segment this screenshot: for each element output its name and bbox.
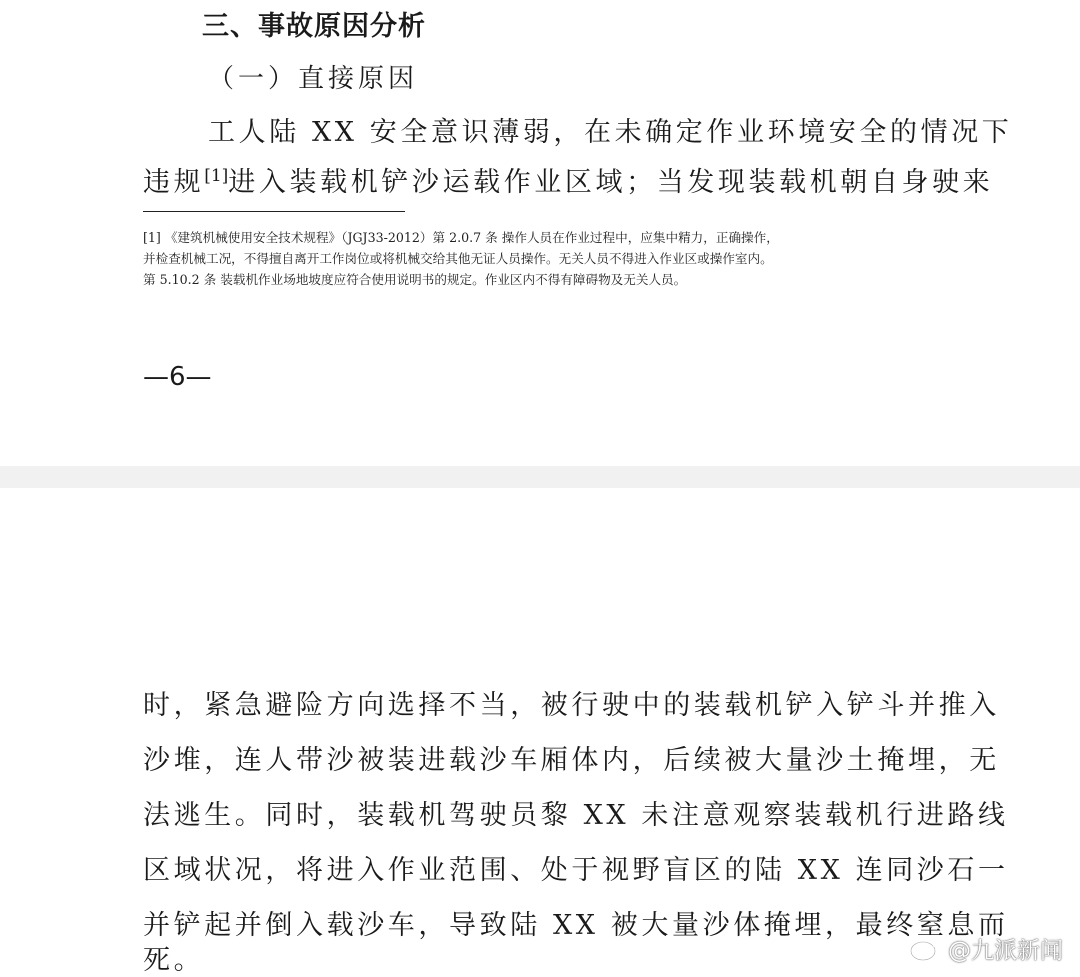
- subheading: （一）直接原因: [208, 64, 419, 94]
- body-line-4: 沙堆，连人带沙被装进载沙车厢体内，后续被大量沙土掩埋，无: [143, 745, 1000, 776]
- page-number: —6—: [143, 362, 212, 392]
- body-line-5: 法逃生。同时，装载机驾驶员黎 XX 未注意观察装载机行进路线: [143, 800, 1009, 831]
- body-line-6: 区域状况，将进入作业范围、处于视野盲区的陆 XX 连同沙石一: [143, 855, 1009, 886]
- document-page-upper: [0, 0, 1080, 466]
- body-line-8: 死。: [143, 945, 205, 976]
- footnote-line-2: 并检查机械工况，不得擅自离开工作岗位或将机械交给其他无证人员操作。无关人员不得进入作业区或操作室内。: [143, 251, 773, 266]
- footnote-reference[interactable]: [1]: [204, 166, 229, 186]
- body-line-3: 时，紧急避险方向选择不当，被行驶中的装载机铲入铲斗并推入: [143, 690, 1000, 721]
- footnote-line-1: [1] 《建筑机械使用安全技术规程》（JGJ33-2012）第 2.0.7 条 操作人员在作业过程中，应集中精力，正确操作，: [143, 230, 779, 245]
- page-separator: [0, 466, 1080, 488]
- document-page-lower: [0, 488, 1080, 975]
- footnote-divider: [143, 211, 405, 212]
- body-text: 违规: [143, 167, 205, 198]
- weibo-icon: [908, 933, 942, 963]
- footnote-line-3: 第 5.10.2 条 装载机作业场地坡度应符合使用说明书的规定。作业区内不得有障碍物及无关人员。: [143, 272, 687, 287]
- body-line-1: 工人陆 XX 安全意识薄弱，在未确定作业环境安全的情况下: [208, 117, 1013, 148]
- body-text: 进入装载机铲沙运载作业区域；当发现装载机朝自身驶来: [228, 167, 994, 198]
- watermark-text: @九派新闻: [948, 937, 1063, 964]
- watermark: [908, 930, 1063, 966]
- body-line-2: [143, 160, 993, 199]
- body-line-7: 并铲起并倒入载沙车，导致陆 XX 被大量沙体掩埋，最终窒息而: [143, 910, 1009, 941]
- section-heading: 三、事故原因分析: [202, 11, 426, 42]
